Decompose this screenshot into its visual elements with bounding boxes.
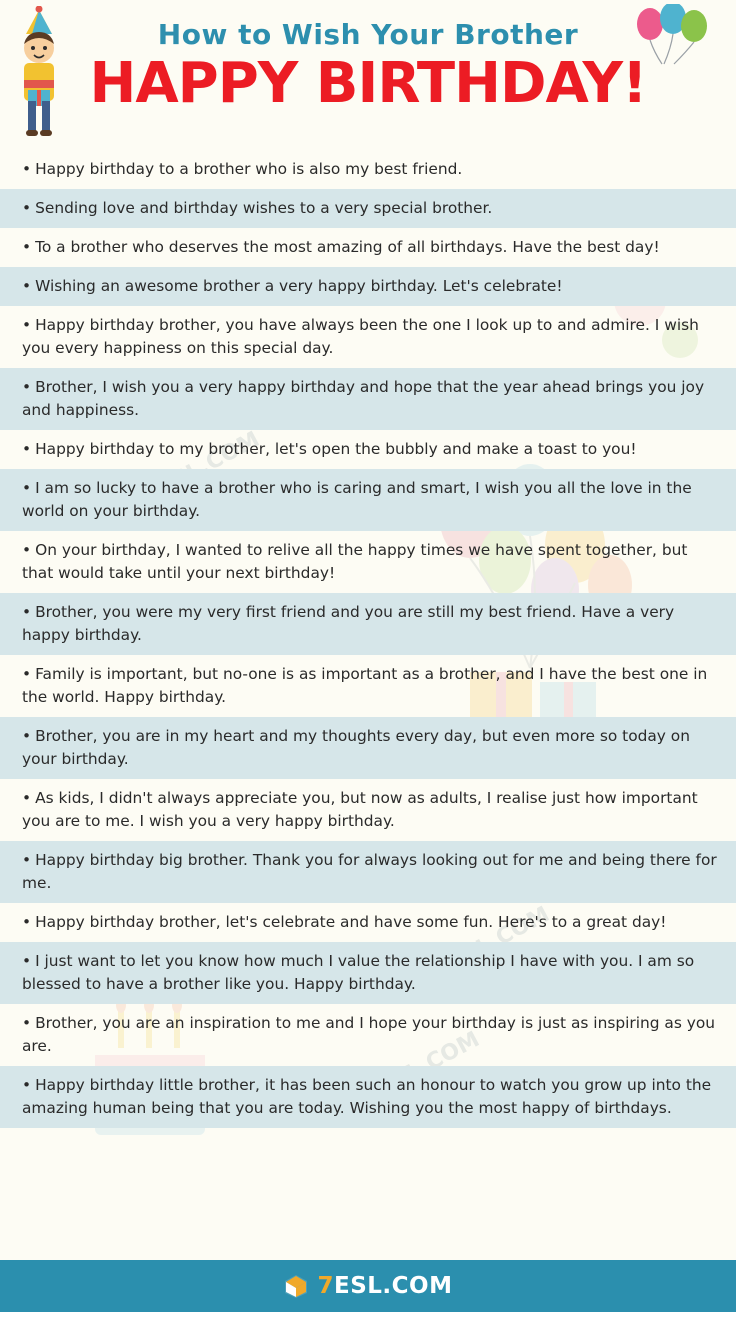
- list-item: [0, 531, 736, 593]
- wish-text: Brother, I wish you a very happy birthday and hope that the year ahead brings you joy and happiness.: [22, 378, 705, 419]
- list-item: [0, 306, 736, 368]
- bullet-icon: •: [22, 851, 32, 869]
- footer: [0, 1260, 736, 1312]
- bullet-icon: •: [22, 316, 32, 334]
- bullet-icon: •: [22, 913, 32, 931]
- wish-text: I just want to let you know how much I value the relationship I have with you. I am so blessed to have a brother like you. Happy birthday.: [22, 952, 695, 993]
- list-item: [0, 942, 736, 1004]
- wish-text: Happy birthday big brother. Thank you for always looking out for me and being there for me.: [22, 851, 717, 892]
- bullet-icon: •: [22, 603, 32, 621]
- list-item: [0, 1004, 736, 1066]
- bullet-icon: •: [22, 1014, 32, 1032]
- wish-text: On your birthday, I wanted to relive all the happy times we have spent together, but that would take until your next birthday!: [22, 541, 688, 582]
- wish-text: Brother, you were my very first friend and you are still my best friend. Have a very happy birthday.: [22, 603, 675, 644]
- bullet-icon: •: [22, 440, 32, 458]
- wish-text: Happy birthday to my brother, let's open the bubbly and make a toast to you!: [35, 440, 637, 458]
- header: [0, 0, 736, 150]
- wish-text: Brother, you are an inspiration to me and I hope your birthday is just as inspiring as you are.: [22, 1014, 716, 1055]
- bullet-icon: •: [22, 199, 32, 217]
- 7esl-logo-icon: [283, 1273, 309, 1299]
- bullet-icon: •: [22, 1076, 32, 1094]
- list-item: [0, 228, 736, 267]
- list-item: [0, 267, 736, 306]
- list-item: [0, 717, 736, 779]
- bullet-icon: •: [22, 952, 32, 970]
- list-item: [0, 1066, 736, 1128]
- list-item: [0, 368, 736, 430]
- wish-text: Happy birthday to a brother who is also my best friend.: [35, 160, 463, 178]
- list-item: [0, 903, 736, 942]
- page-title: HAPPY BIRTHDAY!: [89, 51, 647, 116]
- wish-text: Family is important, but no-one is as important as a brother, and I have the best one in the world. Happy birthday.: [22, 665, 708, 706]
- bullet-icon: •: [22, 238, 32, 256]
- list-item: [0, 469, 736, 531]
- bullet-icon: •: [22, 378, 32, 396]
- list-item: [0, 189, 736, 228]
- list-item: [0, 655, 736, 717]
- footer-brand-name: ESL.COM: [334, 1273, 453, 1299]
- list-item: [0, 593, 736, 655]
- list-item: [0, 430, 736, 469]
- footer-brand-number: 7: [317, 1273, 334, 1299]
- wish-text: Sending love and birthday wishes to a very special brother.: [35, 199, 493, 217]
- list-item: [0, 150, 736, 189]
- wish-text: To a brother who deserves the most amazing of all birthdays. Have the best day!: [35, 238, 660, 256]
- bullet-icon: •: [22, 277, 32, 295]
- bullet-icon: •: [22, 789, 32, 807]
- wish-text: Brother, you are in my heart and my thoughts every day, but even more so today on your birthday.: [22, 727, 690, 768]
- bullet-icon: •: [22, 665, 32, 683]
- bullet-icon: •: [22, 479, 32, 497]
- bullet-icon: •: [22, 541, 32, 559]
- wish-text: Happy birthday brother, you have always been the one I look up to and admire. I wish you every happiness on this special day.: [22, 316, 699, 357]
- wish-text: Wishing an awesome brother a very happy birthday. Let's celebrate!: [35, 277, 563, 295]
- wish-text: Happy birthday brother, let's celebrate and have some fun. Here's to a great day!: [35, 913, 667, 931]
- list-item: [0, 779, 736, 841]
- watermark-text: 7ESL.COM: [141, 427, 264, 508]
- wish-text: I am so lucky to have a brother who is caring and smart, I wish you all the love in the world on your birthday.: [22, 479, 692, 520]
- page-subtitle: How to Wish Your Brother: [157, 18, 579, 51]
- wishes-list: [0, 150, 736, 1260]
- bullet-icon: •: [22, 727, 32, 745]
- footer-brand: [317, 1273, 452, 1299]
- wish-text: As kids, I didn't always appreciate you, but now as adults, I realise just how important you are to me. I wish you a very happy birthday.: [22, 789, 698, 830]
- bullet-icon: •: [22, 160, 32, 178]
- list-item: [0, 841, 736, 903]
- wish-text: Happy birthday little brother, it has been such an honour to watch you grow up into the amazing human being that you are today. Wishing you the most happy of birthdays.: [22, 1076, 712, 1117]
